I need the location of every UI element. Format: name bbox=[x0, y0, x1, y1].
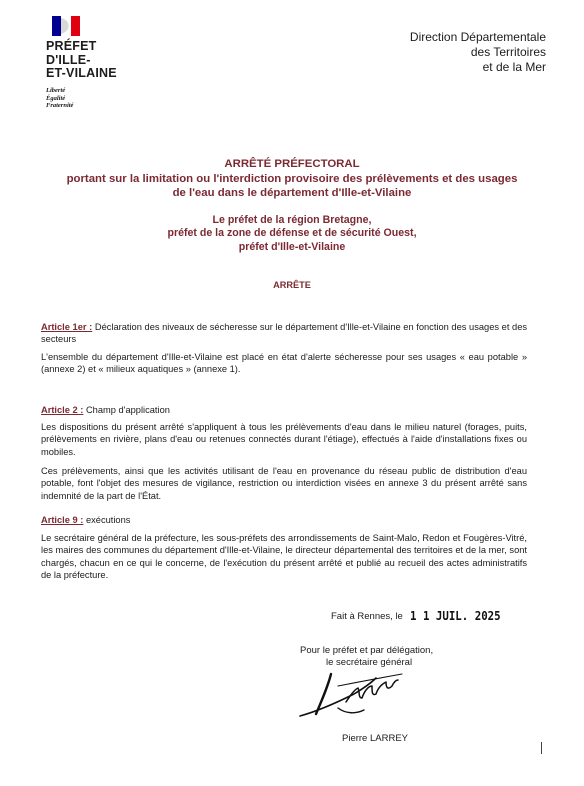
issuing-direction bbox=[410, 30, 546, 75]
article-9-subject: exécutions bbox=[83, 515, 131, 525]
article-2-subject: Champ d'application bbox=[83, 405, 170, 415]
title-line: ARRÊTÉ PRÉFECTORAL bbox=[224, 158, 360, 170]
place-of-signature: Fait à Rennes, le bbox=[331, 611, 403, 622]
direction-line: des Territoires bbox=[470, 45, 546, 59]
scan-mark bbox=[541, 742, 542, 754]
delegation-line: Pour le préfet et par délégation, bbox=[300, 645, 434, 656]
prefecture-name bbox=[46, 40, 117, 81]
article-2-title bbox=[41, 404, 527, 416]
prefet-line: Le préfet de la région Bretagne, bbox=[212, 214, 372, 226]
prefecture-name-line: PRÉFET bbox=[46, 39, 97, 53]
arrete-heading: ARRÊTE bbox=[273, 280, 311, 290]
motto-line: Égalité bbox=[46, 94, 66, 102]
article-1-heading: Article 1er : bbox=[41, 322, 93, 332]
article-9-text: Le secrétaire général de la préfecture, les sous-préfets des arrondissements de Saint-Malo, Redon et Fougères-Vitré, les maires des communes du département d'Ille-et-Vilaine, le directeur départemental des territoires et de la mer, sont chargés, chacun en ce qui le concerne, de l'exécution du présent arrêté et publié au recueil des actes administratifs de la préfecture. bbox=[41, 533, 527, 581]
prefet-line: préfet de la zone de défense et de sécurité Ouest, bbox=[167, 227, 417, 240]
article-1-subject: Déclaration des niveaux de sécheresse sur le département d'Ille-et-Vilaine en fonction des usages et des secteurs bbox=[41, 322, 528, 345]
title-line: portant sur la limitation ou l'interdiction provisoire des prélèvements et des usages bbox=[66, 172, 518, 185]
date-stamp: 1 1 JUIL. 2025 bbox=[410, 608, 501, 623]
document-title bbox=[30, 157, 554, 201]
motto-line: Fraternité bbox=[46, 102, 74, 109]
motto-line: Liberté bbox=[46, 87, 66, 94]
marianne-logo-icon bbox=[52, 16, 80, 36]
signatory-name: Pierre LARREY bbox=[342, 733, 408, 744]
article-9-title bbox=[41, 514, 527, 526]
prefecture-name-line: D'ILLE- bbox=[46, 52, 91, 67]
signatory-role: le secrétaire général bbox=[326, 657, 413, 668]
direction-line: Direction Départementale bbox=[409, 30, 546, 44]
article-2-heading: Article 2 : bbox=[41, 405, 84, 415]
article-2-text-1: Les dispositions du présent arrêté s'appliquent à tous les prélèvements d'eau dans le milieu naturel (forages, puits, prélèvements en rivière, plans d'eau ou retenues connectés durant l'étiage), effectués à l'aide d'installations fixes ou mobiles. bbox=[41, 422, 527, 457]
article-2-text-2: Ces prélèvements, ainsi que les activités utilisant de l'eau en provenance du réseau public de distribution d'eau potable, font l'objet des mesures de vigilance, restriction ou interdiction visées en annexe 3 du présent arrêté sans indemnité de la part de l'État. bbox=[41, 466, 527, 501]
handwritten-signature bbox=[298, 668, 418, 720]
prefet-designation bbox=[30, 214, 554, 254]
prefet-line: préfet d'Ille-et-Vilaine bbox=[238, 240, 346, 253]
republic-motto bbox=[46, 87, 73, 110]
article-9-heading: Article 9 : bbox=[41, 515, 84, 525]
prefecture-name-line: ET-VILAINE bbox=[46, 66, 117, 80]
article-1-text: L'ensemble du département d'Ille-et-Vilaine est placé en état d'alerte sécheresse pour ses usages « eau potable » (annexe 2) et « milieux aquatiques » (annexe 1). bbox=[41, 352, 527, 375]
title-line: de l'eau dans le département d'Ille-et-Vilaine bbox=[172, 187, 412, 199]
direction-line: et de la Mer bbox=[482, 60, 546, 74]
article-1-title bbox=[41, 321, 527, 346]
